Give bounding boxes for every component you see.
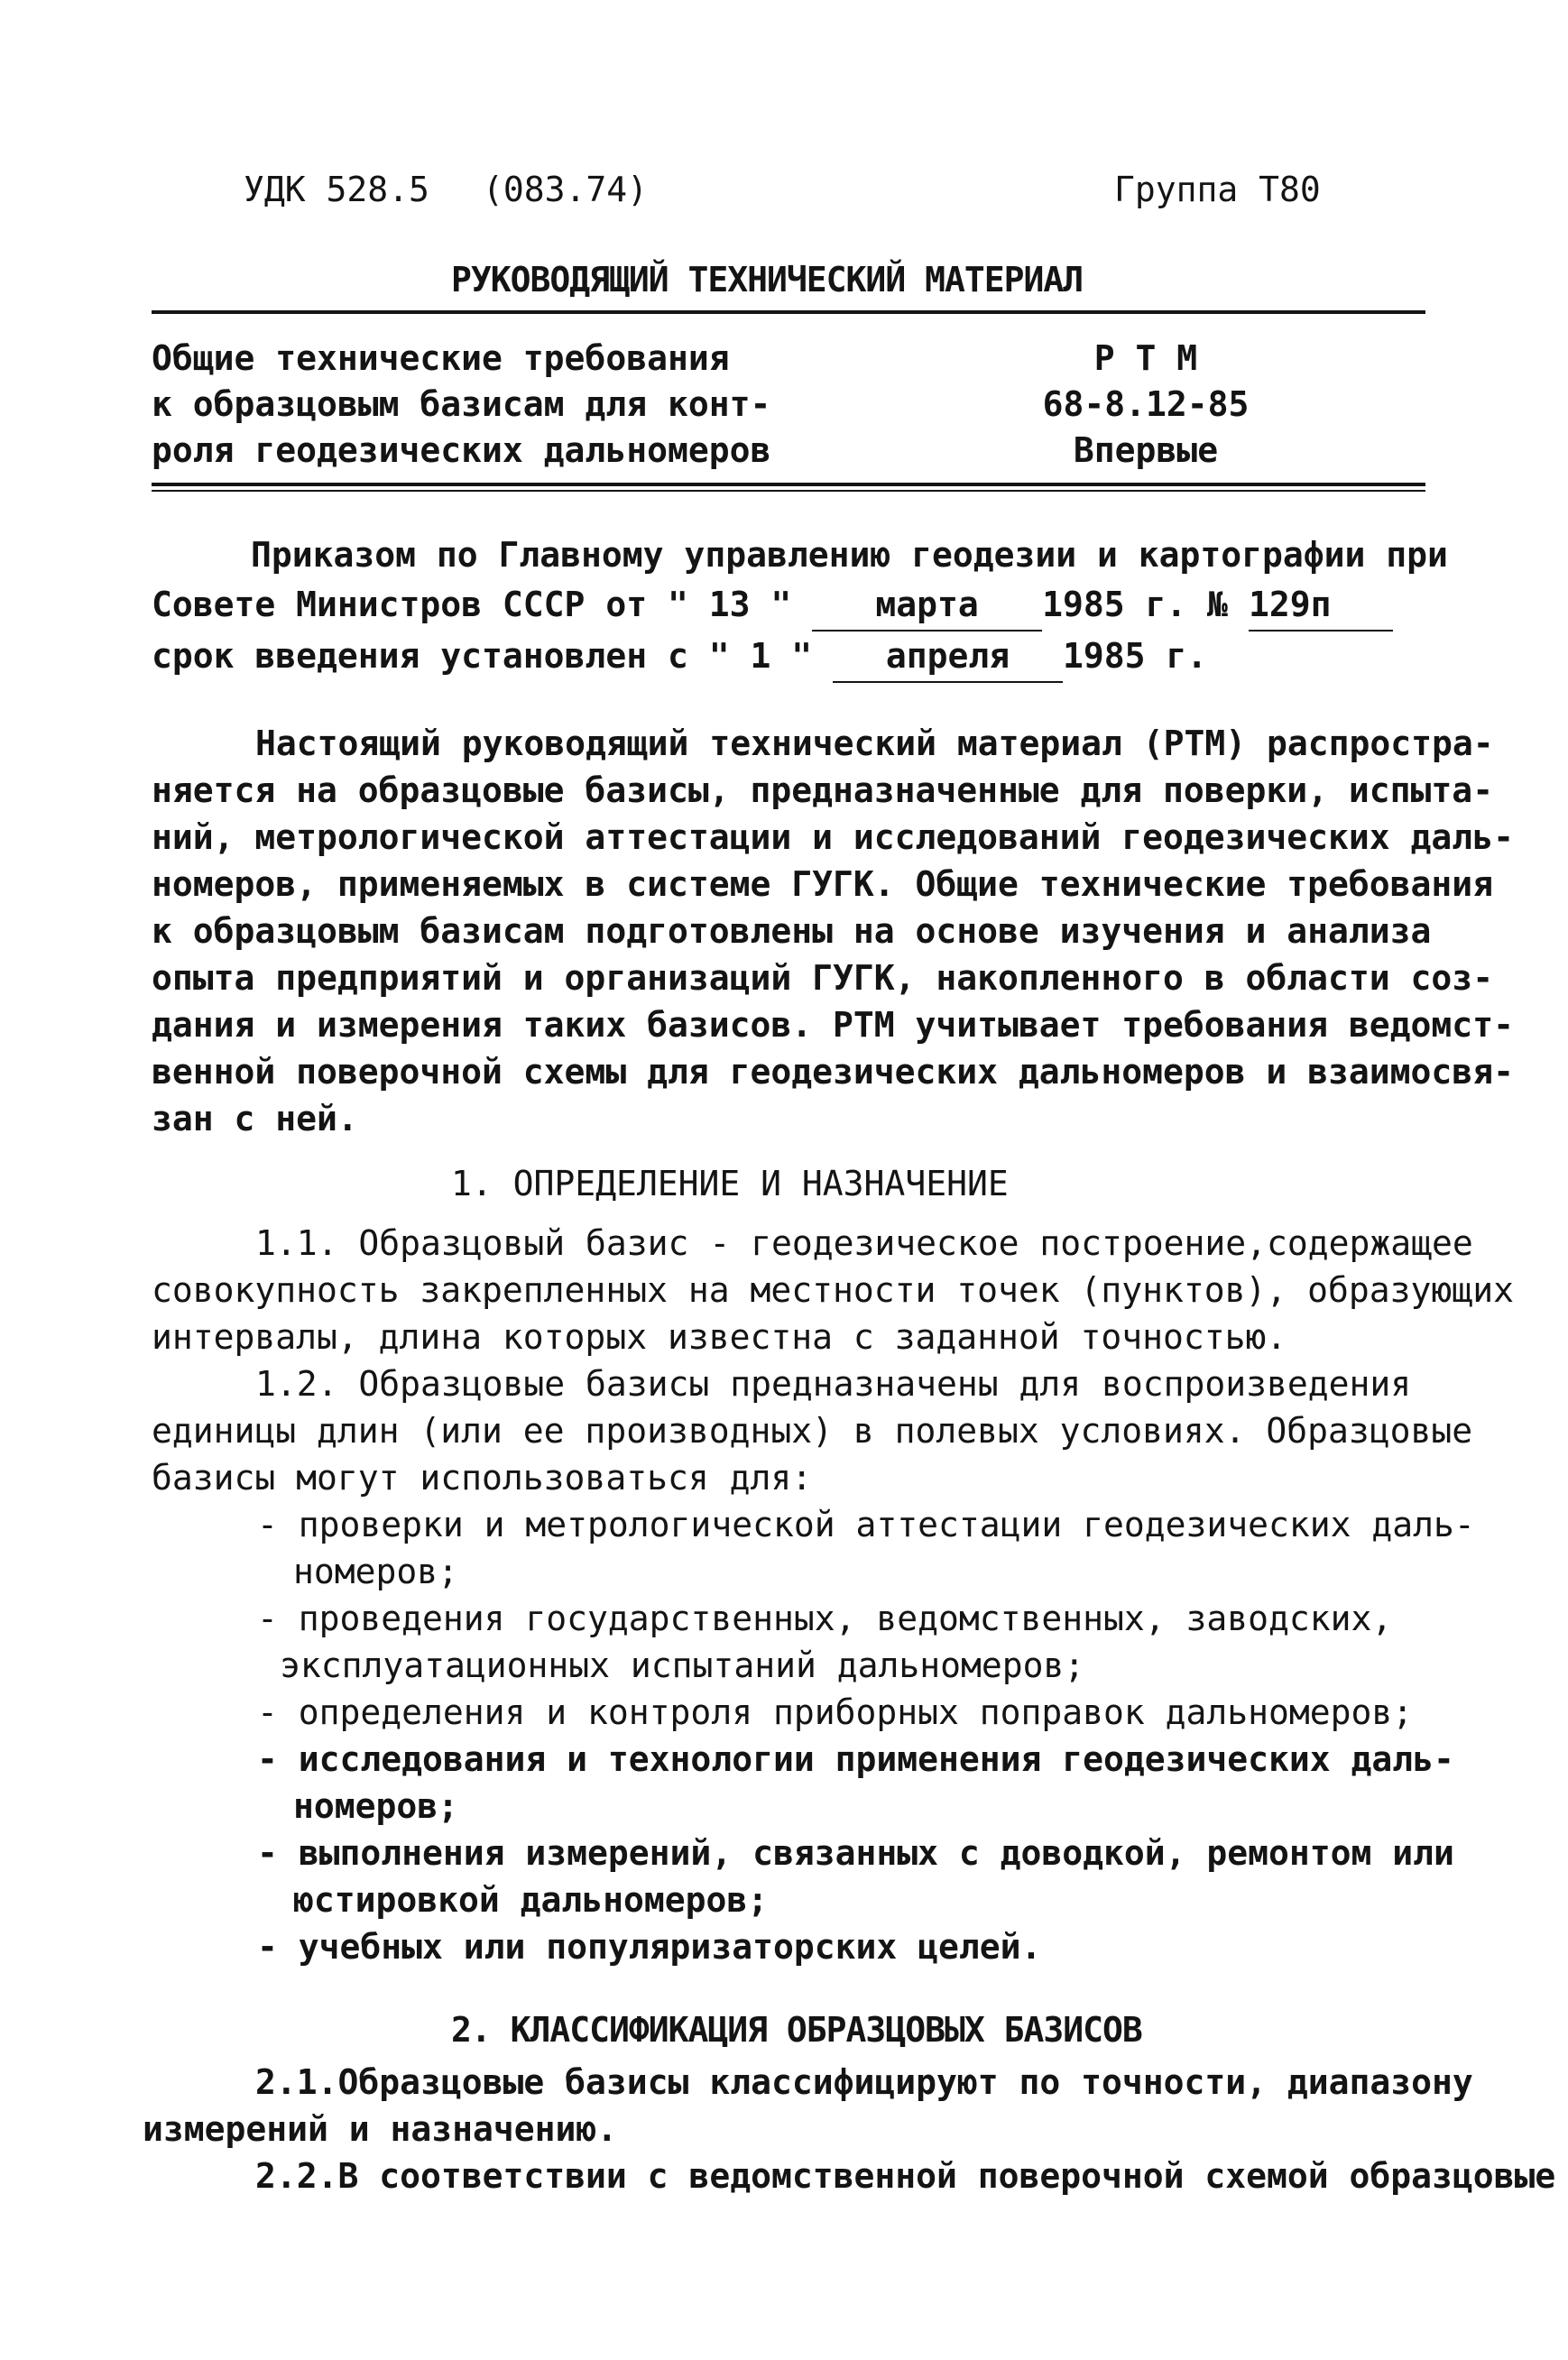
order-month: марта bbox=[812, 580, 1042, 631]
order-number: 129п bbox=[1249, 580, 1393, 631]
list-item bbox=[257, 1830, 1475, 1923]
intro-line: зан с ней. bbox=[152, 1099, 358, 1139]
document-code bbox=[1015, 336, 1277, 474]
intro-line: Настоящий руководящий технический материал (РТМ) распростра- bbox=[255, 724, 1494, 763]
list-item bbox=[257, 1689, 1475, 1736]
paragraph-line: 2.2.В соответствии с ведомственной поверочной схемой образцовые bbox=[255, 2156, 1556, 2196]
list-item-line: - определения и контроля приборных поправок дальномеров; bbox=[257, 1692, 1414, 1732]
list-item-line: - выполнения измерений, связанных с доводкой, ремонтом или bbox=[257, 1833, 1454, 1873]
paragraph-line: единицы длин (или ее производных) в полевых условиях. Образцовые bbox=[152, 1411, 1473, 1451]
section-1-paragraph-2 bbox=[152, 1360, 1472, 1501]
paragraph-line: 1.1. Образцовый базис - геодезическое построение,содержащее bbox=[255, 1223, 1473, 1263]
paragraph-line: 1.2. Образцовые базисы предназначены для воспроизведения bbox=[255, 1364, 1412, 1404]
order-year: 1985 г. bbox=[1042, 585, 1187, 624]
document-title bbox=[152, 336, 770, 474]
group-label: Группа Т80 bbox=[1114, 170, 1321, 209]
list-item-line: номеров; bbox=[293, 1786, 459, 1826]
paragraph-line: совокупность закрепленных на местности точек (пунктов), образующих bbox=[152, 1270, 1514, 1310]
list-item bbox=[257, 1595, 1475, 1689]
paragraph-line: измерений и назначению. bbox=[143, 2109, 618, 2149]
list-item-line: юстировкой дальномеров; bbox=[293, 1880, 769, 1920]
list-item-line: - проведения государственных, ведомственных, заводских, bbox=[257, 1599, 1393, 1638]
code-line: Р Т М bbox=[1093, 338, 1198, 378]
document-type: РУКОВОДЯЩИЙ ТЕХНИЧЕСКИЙ МАТЕРИАЛ bbox=[451, 260, 1084, 300]
list-item-line: номеров; bbox=[293, 1552, 459, 1591]
bottom-rule-1 bbox=[152, 483, 1425, 486]
section-2-paragraph-2 bbox=[152, 2153, 1555, 2199]
order-line-3 bbox=[152, 631, 1448, 683]
effective-date-prefix: срок введения установлен с " 1 " bbox=[152, 636, 813, 676]
code-line: 68-8.12-85 bbox=[1042, 384, 1250, 424]
udk-label: УДК 528.5 bbox=[244, 170, 429, 209]
title-line: Общие технические требования bbox=[152, 338, 730, 378]
title-line: к образцовым базисам для конт- bbox=[152, 384, 771, 424]
order-line-1: Приказом по Главному управлению геодезии и картографии при bbox=[251, 535, 1448, 575]
list-item-line: - исследования и технологии применения геодезических даль- bbox=[257, 1739, 1454, 1779]
list-item-line: - учебных или популяризаторских целей. bbox=[257, 1927, 1042, 1967]
top-rule bbox=[152, 310, 1425, 314]
effective-year: 1985 г. bbox=[1062, 636, 1208, 676]
intro-line: дания и измерения таких базисов. РТМ учитывает требования ведомст- bbox=[152, 1005, 1514, 1045]
bottom-rule-2 bbox=[152, 490, 1425, 492]
udk-code: (083.74) bbox=[483, 170, 649, 209]
section-2-paragraph-1 bbox=[143, 2059, 1473, 2153]
order-number-sign: № bbox=[1207, 585, 1229, 624]
title-line: роля геодезических дальномеров bbox=[152, 430, 771, 470]
intro-line: ний, метрологической аттестации и исследований геодезических даль- bbox=[152, 817, 1514, 857]
intro-line: няется на образцовые базисы, предназначенные для поверки, испыта- bbox=[152, 770, 1494, 810]
list-item bbox=[257, 1501, 1475, 1595]
intro-line: к образцовым базисам подготовлены на основе изучения и анализа bbox=[152, 911, 1432, 951]
paragraph-line: базисы могут использоваться для: bbox=[152, 1458, 813, 1498]
effective-month: апреля bbox=[833, 631, 1063, 683]
list-item bbox=[257, 1736, 1475, 1830]
list-item-line: эксплуатационных испытаний дальномеров; bbox=[280, 1646, 1085, 1685]
paragraph-line: 2.1.Образцовые базисы классифицируют по точности, диапазону bbox=[255, 2062, 1473, 2102]
intro-line: номеров, применяемых в системе ГУГК. Общие технические требования bbox=[152, 864, 1494, 904]
intro-line: опыта предприятий и организаций ГУГК, накопленного в области соз- bbox=[152, 958, 1494, 998]
paragraph-line: интервалы, длина которых известна с заданной точностью. bbox=[152, 1317, 1287, 1357]
list-item bbox=[257, 1923, 1475, 1970]
section-1-heading: 1. ОПРЕДЕЛЕНИЕ И НАЗНАЧЕНИЕ bbox=[451, 1164, 1009, 1203]
usage-list bbox=[257, 1501, 1475, 1970]
order-block bbox=[152, 530, 1448, 683]
list-item-line: - проверки и метрологической аттестации геодезических даль- bbox=[257, 1505, 1475, 1544]
code-line: Впервые bbox=[1073, 430, 1219, 470]
intro-line: венной поверочной схемы для геодезических дальномеров и взаимосвя- bbox=[152, 1052, 1514, 1092]
intro-paragraph bbox=[152, 720, 1514, 1142]
section-2-heading: 2. КЛАССИФИКАЦИЯ ОБРАЗЦОВЫХ БАЗИСОВ bbox=[451, 2010, 1142, 2050]
section-1-paragraph-1 bbox=[152, 1220, 1514, 1360]
order-line-2 bbox=[152, 580, 1448, 631]
order-date-prefix: Совете Министров СССР от " 13 " bbox=[152, 585, 792, 624]
